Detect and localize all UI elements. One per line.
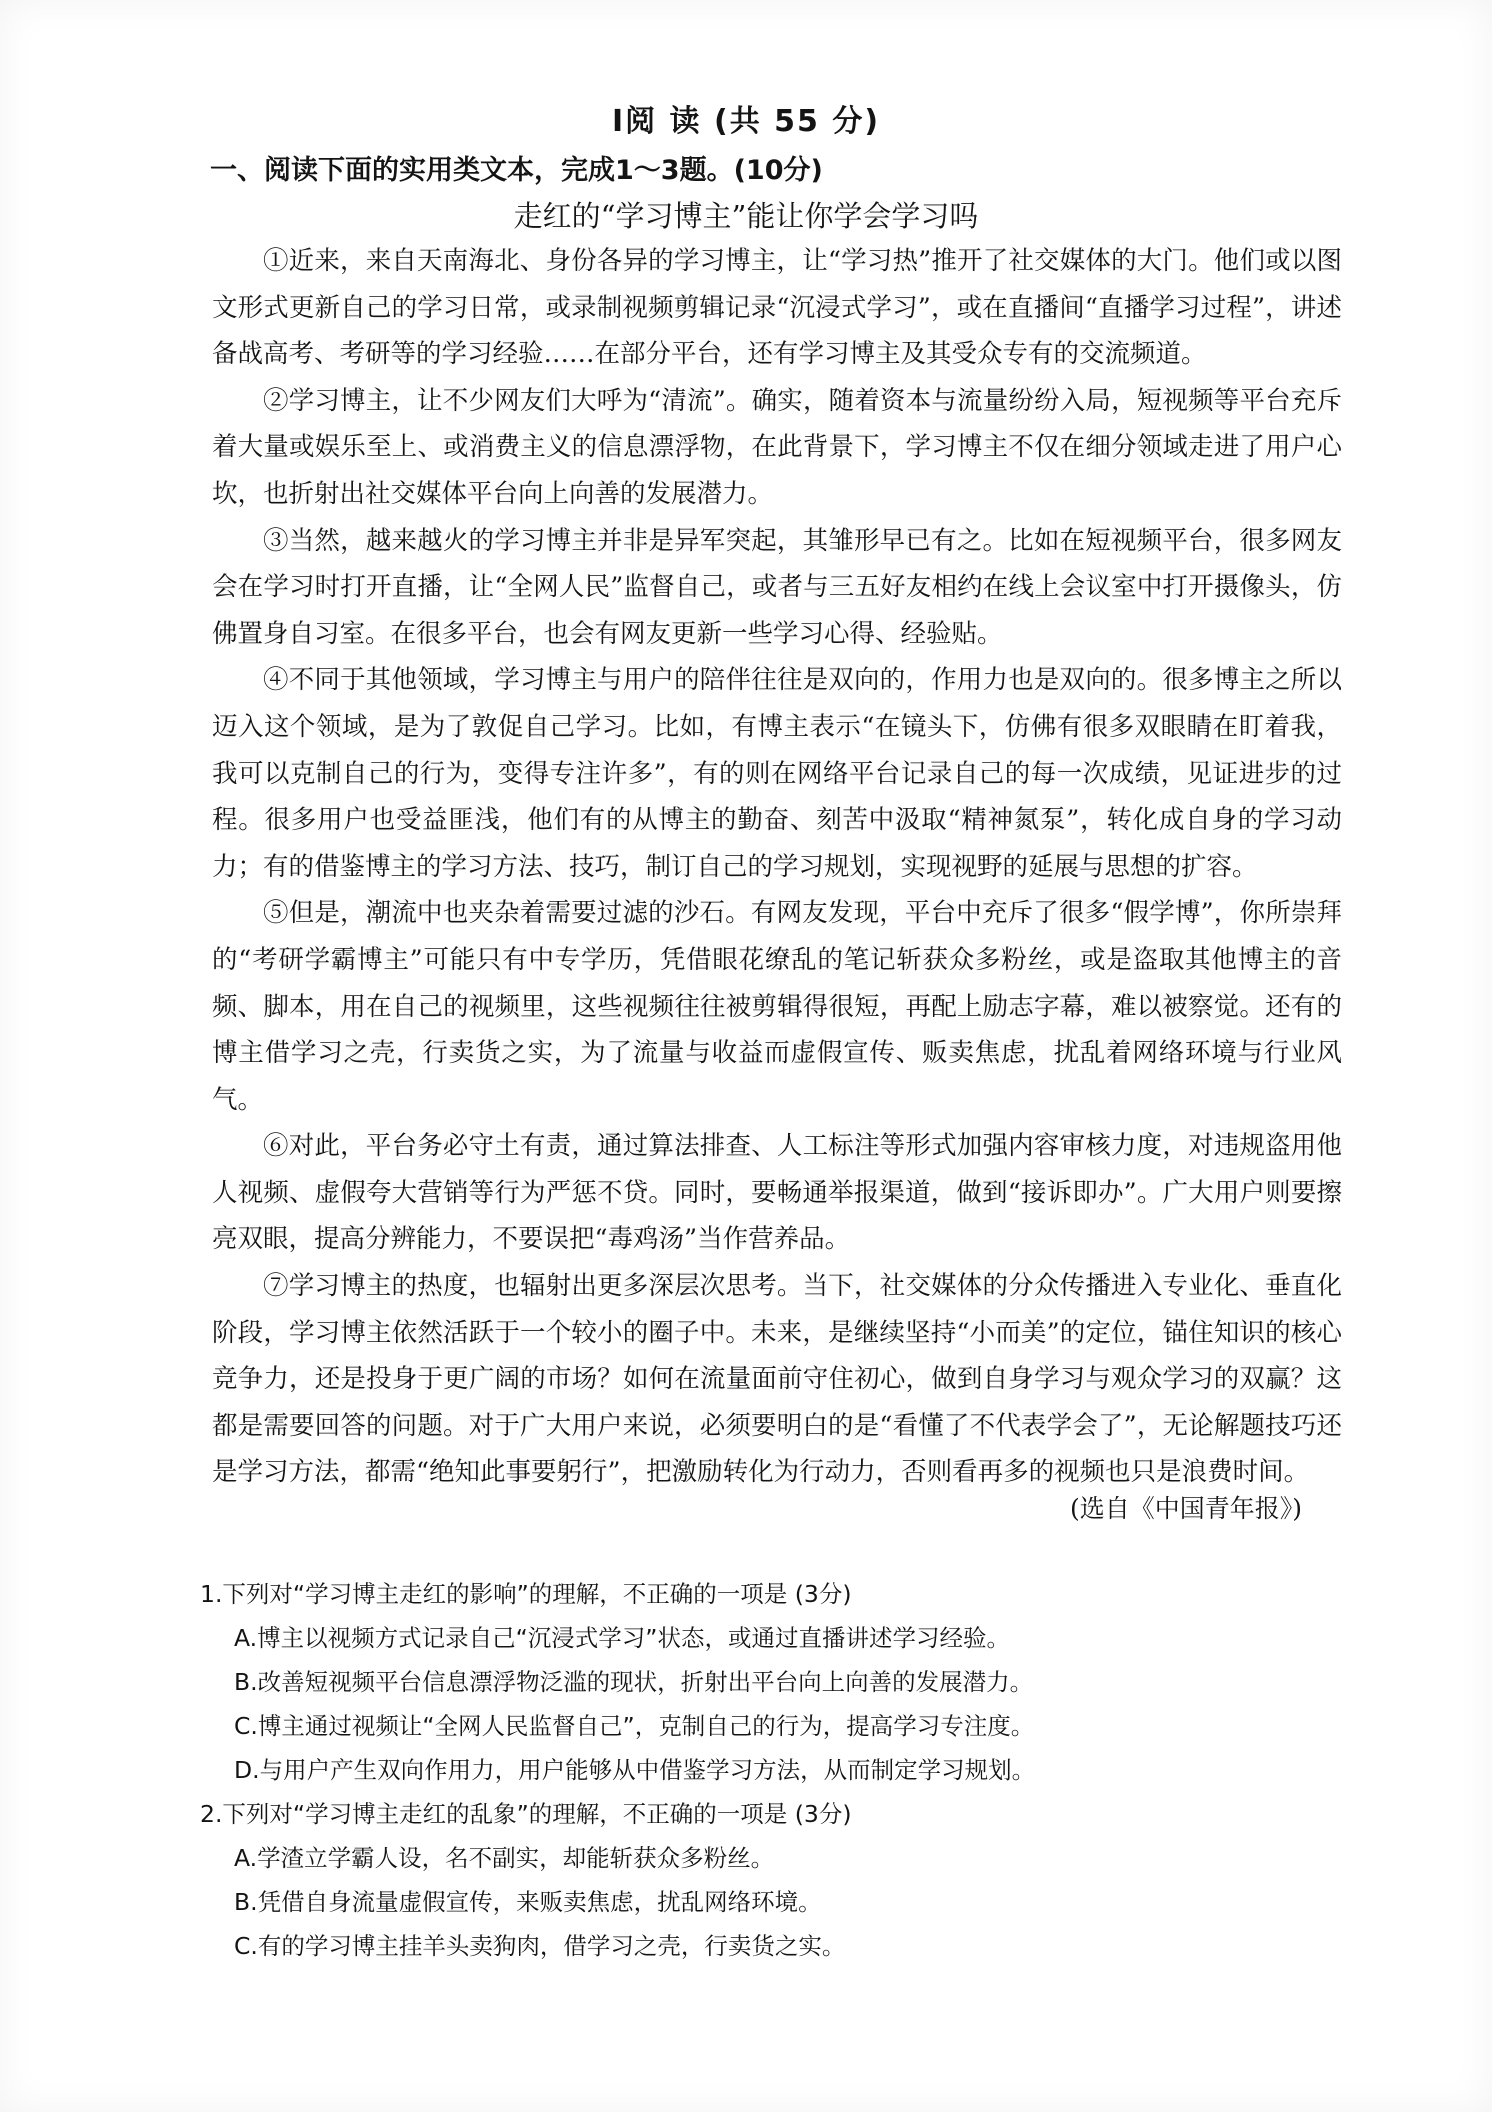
article-paragraph-2: ②学习博主，让不少网友们大呼为“清流”。确实，随着资本与流量纷纷入局，短视频等平台充斥着大量或娱乐至上、或消费主义的信息漂浮物，在此背景下，学习博主不仅在细分领域走进了用户心坎，也折射出社交媒体平台向上向善的发展潜力。: [212, 385, 1342, 509]
question-1: [200, 1572, 1350, 1792]
option-d: D.与用户产生双向作用力，用户能够从中借鉴学习方法，从而制定学习规划。: [234, 1756, 1036, 1784]
article-body: [212, 238, 1342, 1496]
exam-section-header: Ⅰ阅 读 (共 55 分): [611, 104, 881, 139]
section-instruction: 一、阅读下面的实用类文本，完成1～3题。(10分): [210, 155, 823, 186]
option-a: A.学渣立学霸人设，名不副实，却能斩获众多粉丝。: [234, 1844, 775, 1872]
option-c: C.有的学习博主挂羊头卖狗肉，借学习之壳，行卖货之实。: [234, 1932, 846, 1960]
article-paragraph-5: ⑤但是，潮流中也夹杂着需要过滤的沙石。有网友发现，平台中充斥了很多“假学博”，你所崇拜的“考研学霸博主”可能只有中专学历，凭借眼花缭乱的笔记斩获众多粉丝，或是盗取其他博主的音频、脚本，用在自己的视频里，这些视频往往被剪辑得很短，再配上励志字幕，难以被察觉。还有的博主借学习之壳，行卖货之实，为了流量与收益而虚假宣传、贩卖焦虑，扰乱着网络环境与行业风气。: [212, 898, 1342, 1115]
option-a: A.博主以视频方式记录自己“沉浸式学习”状态，或通过直播讲述学习经验。: [234, 1624, 1010, 1652]
question-stem: 2.下列对“学习博主走红的乱象”的理解，不正确的一项是 (3分): [200, 1800, 852, 1828]
article-paragraph-7: ⑦学习博主的热度，也辐射出更多深层次思考。当下，社交媒体的分众传播进入专业化、垂直化阶段，学习博主依然活跃于一个较小的圈子中。未来，是继续坚持“小而美”的定位，锚住知识的核心竞争力，还是投身于更广阔的市场？如何在流量面前守住初心，做到自身学习与观众学习的双赢？这都是需要回答的问题。对于广大用户来说，必须要明白的是“看懂了不代表学会了”，无论解题技巧还是学习方法，都需“绝知此事要躬行”，把激励转化为行动力，否则看再多的视频也只是浪费时间。: [212, 1271, 1342, 1488]
question-list: [200, 1572, 1350, 1968]
article-paragraph-6: ⑥对此，平台务必守土有责，通过算法排查、人工标注等形式加强内容审核力度，对违规盗用他人视频、虚假夸大营销等行为严惩不贷。同时，要畅通举报渠道，做到“接诉即办”。广大用户则要擦亮双眼，提高分辨能力，不要误把“毒鸡汤”当作营养品。: [212, 1131, 1342, 1255]
article-paragraph-1: ①近来，来自天南海北、身份各异的学习博主，让“学习热”推开了社交媒体的大门。他们或以图文形式更新自己的学习日常，或录制视频剪辑记录“沉浸式学习”，或在直播间“直播学习过程”，讲述备战高考、考研等的学习经验……在部分平台，还有学习博主及其受众专有的交流频道。: [212, 246, 1342, 370]
question-stem: 1.下列对“学习博主走红的影响”的理解，不正确的一项是 (3分): [200, 1580, 852, 1608]
article-paragraph-3: ③当然，越来越火的学习博主并非是异军突起，其雏形早已有之。比如在短视频平台，很多网友会在学习时打开直播，让“全网人民”监督自己，或者与三五好友相约在线上会议室中打开摄像头，仿佛置身自习室。在很多平台，也会有网友更新一些学习心得、经验贴。: [212, 525, 1342, 649]
question-2: [200, 1792, 1350, 1968]
option-b: B.凭借自身流量虚假宣传，来贩卖焦虑，扰乱网络环境。: [234, 1888, 822, 1916]
option-c: C.博主通过视频让“全网人民监督自己”，克制自己的行为，提高学习专注度。: [234, 1712, 1035, 1740]
article-paragraph-4: ④不同于其他领域，学习博主与用户的陪伴往往是双向的，作用力也是双向的。很多博主之所以迈入这个领域，是为了敦促自己学习。比如，有博主表示“在镜头下，仿佛有很多双眼睛在盯着我，我可以克制自己的行为，变得专注许多”，有的则在网络平台记录自己的每一次成绩，见证进步的过程。很多用户也受益匪浅，他们有的从博主的勤奋、刻苦中汲取“精神氮泵”，转化成自身的学习动力；有的借鉴博主的学习方法、技巧，制订自己的学习规划，实现视野的延展与思想的扩容。: [212, 665, 1342, 882]
article-title: 走红的“学习博主”能让你学会学习吗: [513, 199, 979, 233]
article-source: (选自《中国青年报》): [1069, 1494, 1302, 1523]
option-b: B.改善短视频平台信息漂浮物泛滥的现状，折射出平台向上向善的发展潜力。: [234, 1668, 1034, 1696]
